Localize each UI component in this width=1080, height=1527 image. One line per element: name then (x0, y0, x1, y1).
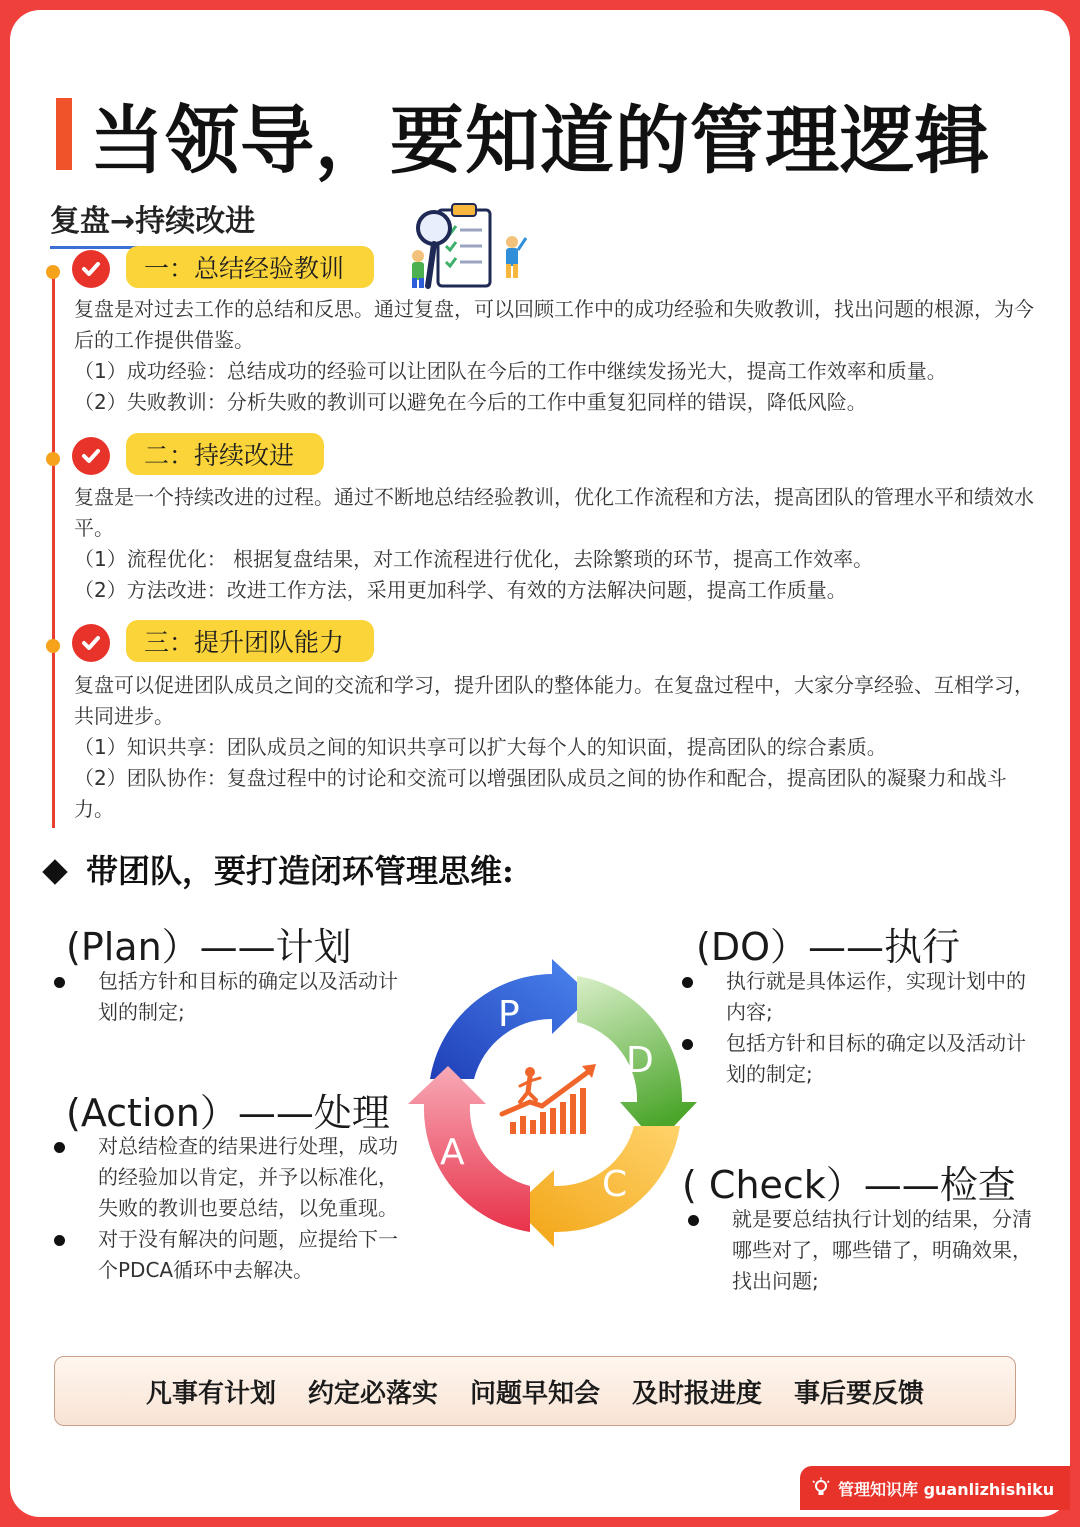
lightbulb-icon (810, 1477, 832, 1499)
do-list (678, 966, 1038, 1090)
section-heading-2: 二：持续改进 (126, 433, 324, 475)
plan-list (50, 966, 406, 1028)
paragraph: （1）流程优化： 根据复盘结果，对工作流程进行优化，去除繁琐的环节，提高工作效率。 (74, 547, 874, 571)
action-heading: (Action）——处理 (66, 1091, 390, 1135)
check-icon (72, 250, 110, 288)
list-item: 执行就是具体运作，实现计划中的内容; (678, 966, 1038, 1028)
title-accent-bar (56, 98, 72, 170)
motto-item: 及时报进度 (632, 1378, 763, 1409)
poster-card (10, 10, 1070, 1517)
timeline-dot (46, 639, 60, 653)
diamond-icon (42, 859, 67, 884)
section-body-3 (74, 670, 1040, 825)
paragraph: （2）失败教训：分析失败的教训可以避免在今后的工作中重复犯同样的错误，降低风险。 (74, 390, 867, 414)
do-letter: D (626, 1040, 654, 1081)
check-letter: C (602, 1164, 628, 1205)
list-item: 对于没有解决的问题，应提给下一个PDCA循环中去解决。 (50, 1224, 406, 1286)
section-heading-3: 三：提升团队能力 (126, 620, 374, 662)
paragraph: （2）团队协作：复盘过程中的讨论和交流可以增强团队成员之间的协作和配合，提高团队的凝聚力和战斗力。 (74, 766, 1007, 821)
check-icon (72, 624, 110, 662)
motto-item: 问题早知会 (469, 1378, 600, 1409)
list-item: 包括方针和目标的确定以及活动计划的制定; (50, 966, 406, 1028)
action-letter: A (440, 1132, 465, 1173)
section-body-1 (74, 294, 1040, 418)
growth-chart-icon (502, 1064, 596, 1134)
action-arrow (408, 1066, 530, 1232)
paragraph: 复盘可以促进团队成员之间的交流和学习，提升团队的整体能力。在复盘过程中，大家分享经验、互相学习，共同进步。 (74, 673, 1034, 728)
timeline-dot (46, 265, 60, 279)
paragraph: （1）知识共享：团队成员之间的知识共享可以扩大每个人的知识面，提高团队的综合素质。 (74, 735, 887, 759)
motto-item: 事后要反馈 (794, 1378, 925, 1409)
check-icon (72, 437, 110, 475)
paragraph: 复盘是对过去工作的总结和反思。通过复盘，可以回顾工作中的成功经验和失败教训，找出问题的根源，为今后的工作提供借鉴。 (74, 297, 1034, 352)
paragraph: 复盘是一个持续改进的过程。通过不断地总结经验教训，优化工作流程和方法，提高团队的管理水平和绩效水平。 (74, 485, 1034, 540)
brand-tag (800, 1466, 1070, 1510)
check-arrow (514, 1126, 680, 1247)
section-subtitle: 复盘→持续改进 (50, 196, 255, 249)
pdca-section-title-text: 带团队，要打造闭环管理思维: (86, 852, 514, 890)
pdca-section-title (40, 846, 514, 892)
check-list (684, 1204, 1044, 1297)
paragraph: （1）成功经验：总结成功的经验可以让团队在今后的工作中继续发扬光大，提高工作效率和质量。 (74, 359, 947, 383)
check-heading: ( Check）——检查 (682, 1163, 1016, 1207)
timeline-line (52, 268, 55, 828)
paragraph: （2）方法改进：改进工作方法，采用更加科学、有效的方法解决问题，提高工作质量。 (74, 578, 847, 602)
list-item: 包括方针和目标的确定以及活动计划的制定; (678, 1028, 1038, 1090)
motto-item: 约定必落实 (307, 1378, 438, 1409)
brand-text: 管理知识库 guanlizhishiku (838, 1479, 1055, 1499)
timeline-dot (46, 452, 60, 466)
motto-item: 凡事有计划 (145, 1378, 276, 1409)
list-item: 对总结检查的结果进行处理，成功的经验加以肯定，并予以标准化，失败的教训也要总结，以免重现。 (50, 1131, 406, 1224)
action-list (50, 1131, 406, 1286)
review-illustration (394, 198, 534, 292)
section-body-2 (74, 482, 1040, 606)
motto-bar (54, 1356, 1016, 1426)
pdca-cycle-diagram (402, 954, 702, 1254)
section-heading-1: 一：总结经验教训 (126, 246, 374, 288)
list-item: 就是要总结执行计划的结果，分清哪些对了，哪些错了，明确效果，找出问题; (684, 1204, 1044, 1297)
plan-letter: P (498, 994, 520, 1035)
plan-heading: (Plan）——计划 (66, 925, 352, 969)
page-title: 当领导，要知道的管理逻辑 (90, 98, 990, 184)
do-heading: (DO）——执行 (696, 925, 960, 969)
